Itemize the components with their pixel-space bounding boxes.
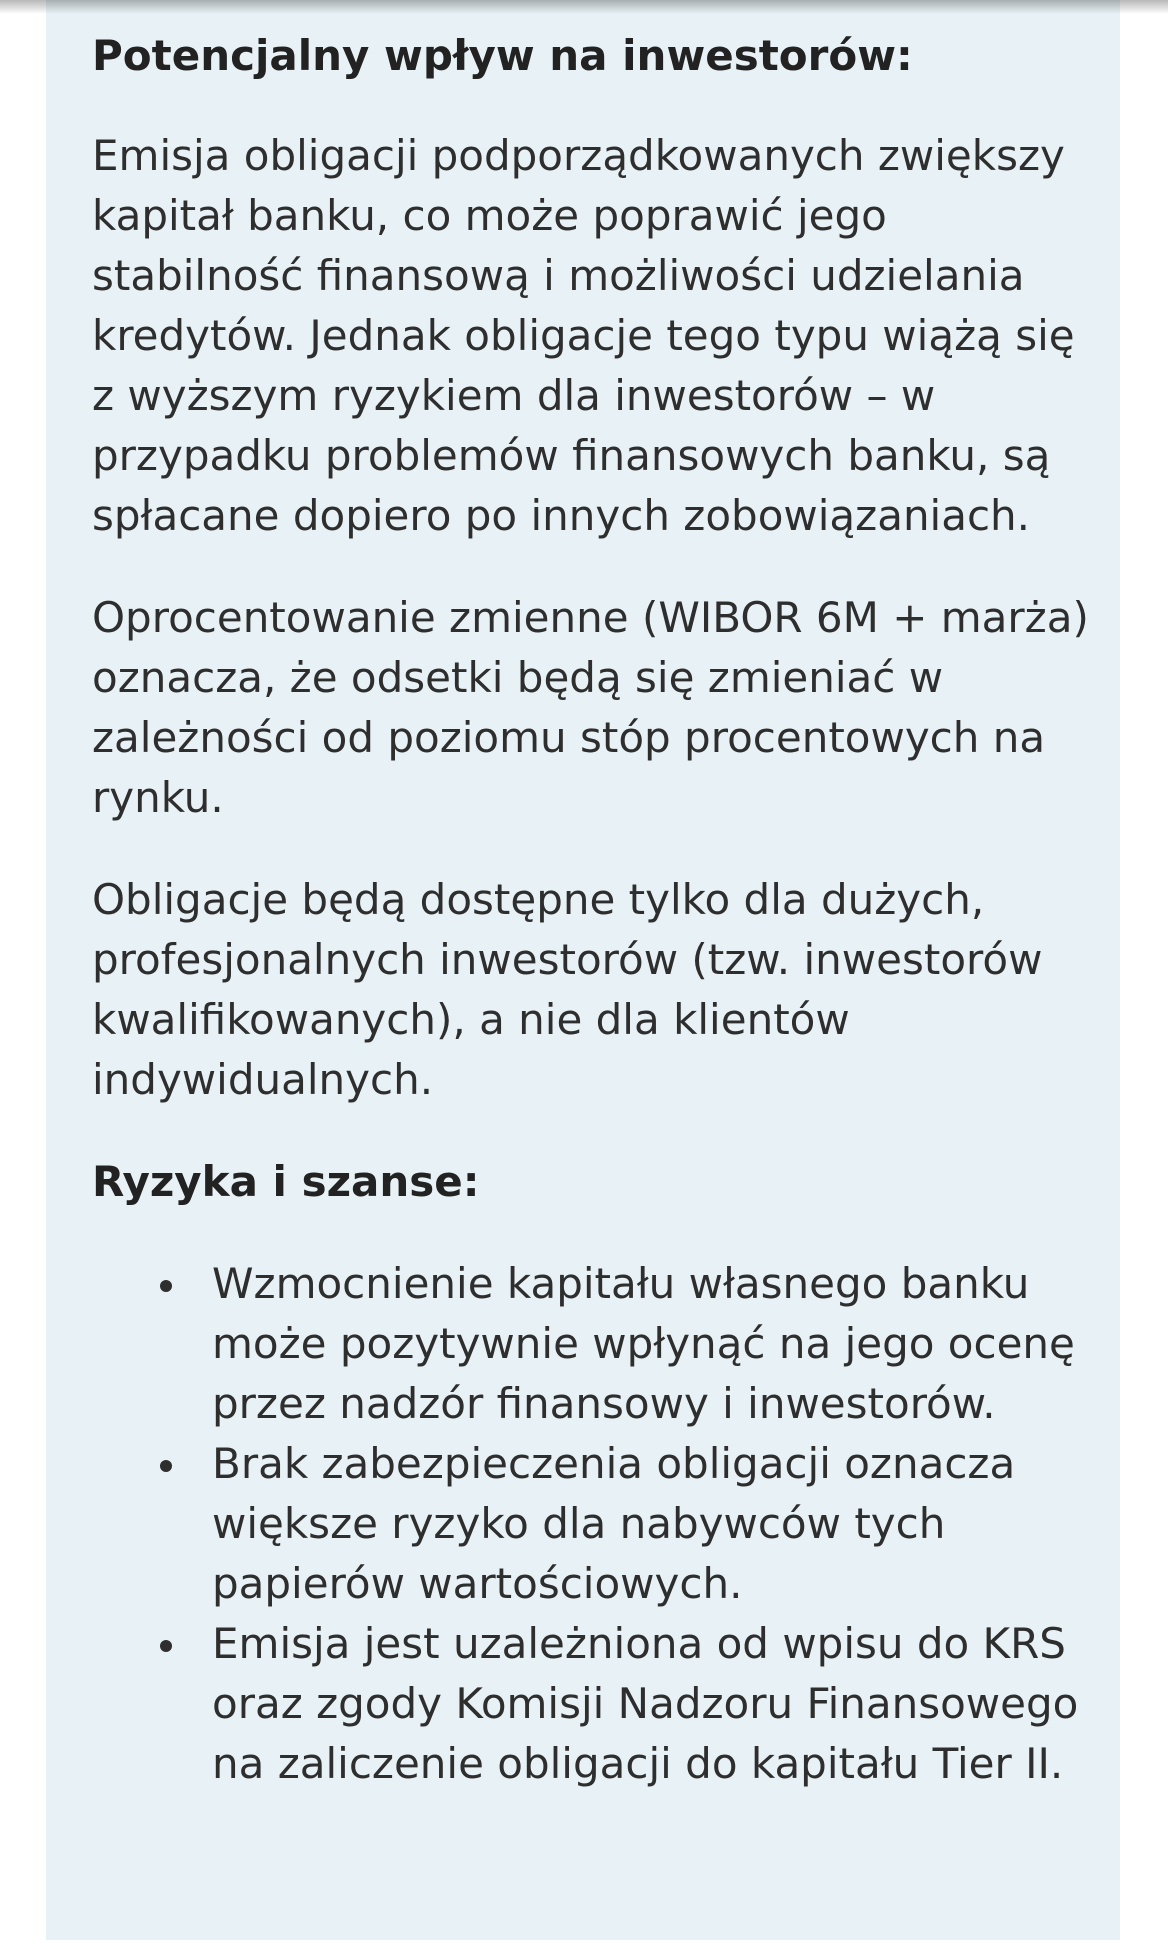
- bullet-icon: [160, 1640, 172, 1652]
- list-item: [92, 1434, 1102, 1614]
- section-heading-investor-impact: Potencjalny wpływ na inwestorów:: [92, 31, 913, 80]
- paragraph-variable-interest: Oprocentowanie zmienne (WIBOR 6M + marża) oznacza, że odsetki będą się zmieniać w zależności od poziomu stóp procentowych na rynku.: [92, 593, 1089, 822]
- paragraph-qualified-investors: Obligacje będą dostępne tylko dla dużych, profesjonalnych inwestorów (tzw. inwestorów kwalifikowanych), a nie dla klientów indywidualnych.: [92, 875, 1043, 1104]
- list-item: [92, 1254, 1102, 1434]
- list-item-text: Brak zabezpieczenia obligacji oznacza większe ryzyko dla nabywców tych papierów wartościowych.: [212, 1439, 1016, 1608]
- bullet-icon: [160, 1280, 172, 1292]
- list-item: [92, 1614, 1102, 1794]
- paragraph-capital-impact: Emisja obligacji podporządkowanych zwiększy kapitał banku, co może poprawić jego stabilność finansową i możliwości udzielania kredytów. Jednak obligacje tego typu wiążą się z wyższym ryzykiem dla inwestorów – w przypadku problemów finansowych banku, są spłacane dopiero po innych zobowiązaniach.: [92, 131, 1075, 540]
- section-heading-risks: Ryzyka i szanse:: [92, 1157, 480, 1206]
- list-item-text: Wzmocnienie kapitału własnego banku może pozytywnie wpłynąć na jego ocenę przez nadzór finansowy i inwestorów.: [212, 1259, 1075, 1428]
- message-content: [92, 26, 1102, 1794]
- list-item-text: Emisja jest uzależniona od wpisu do KRS oraz zgody Komisji Nadzoru Finansowego na zaliczenie obligacji do kapitału Tier II.: [212, 1619, 1079, 1788]
- message-panel: [46, 0, 1120, 1940]
- bullet-icon: [160, 1460, 172, 1472]
- risks-list: [92, 1254, 1102, 1794]
- top-shadow: [0, 0, 1168, 14]
